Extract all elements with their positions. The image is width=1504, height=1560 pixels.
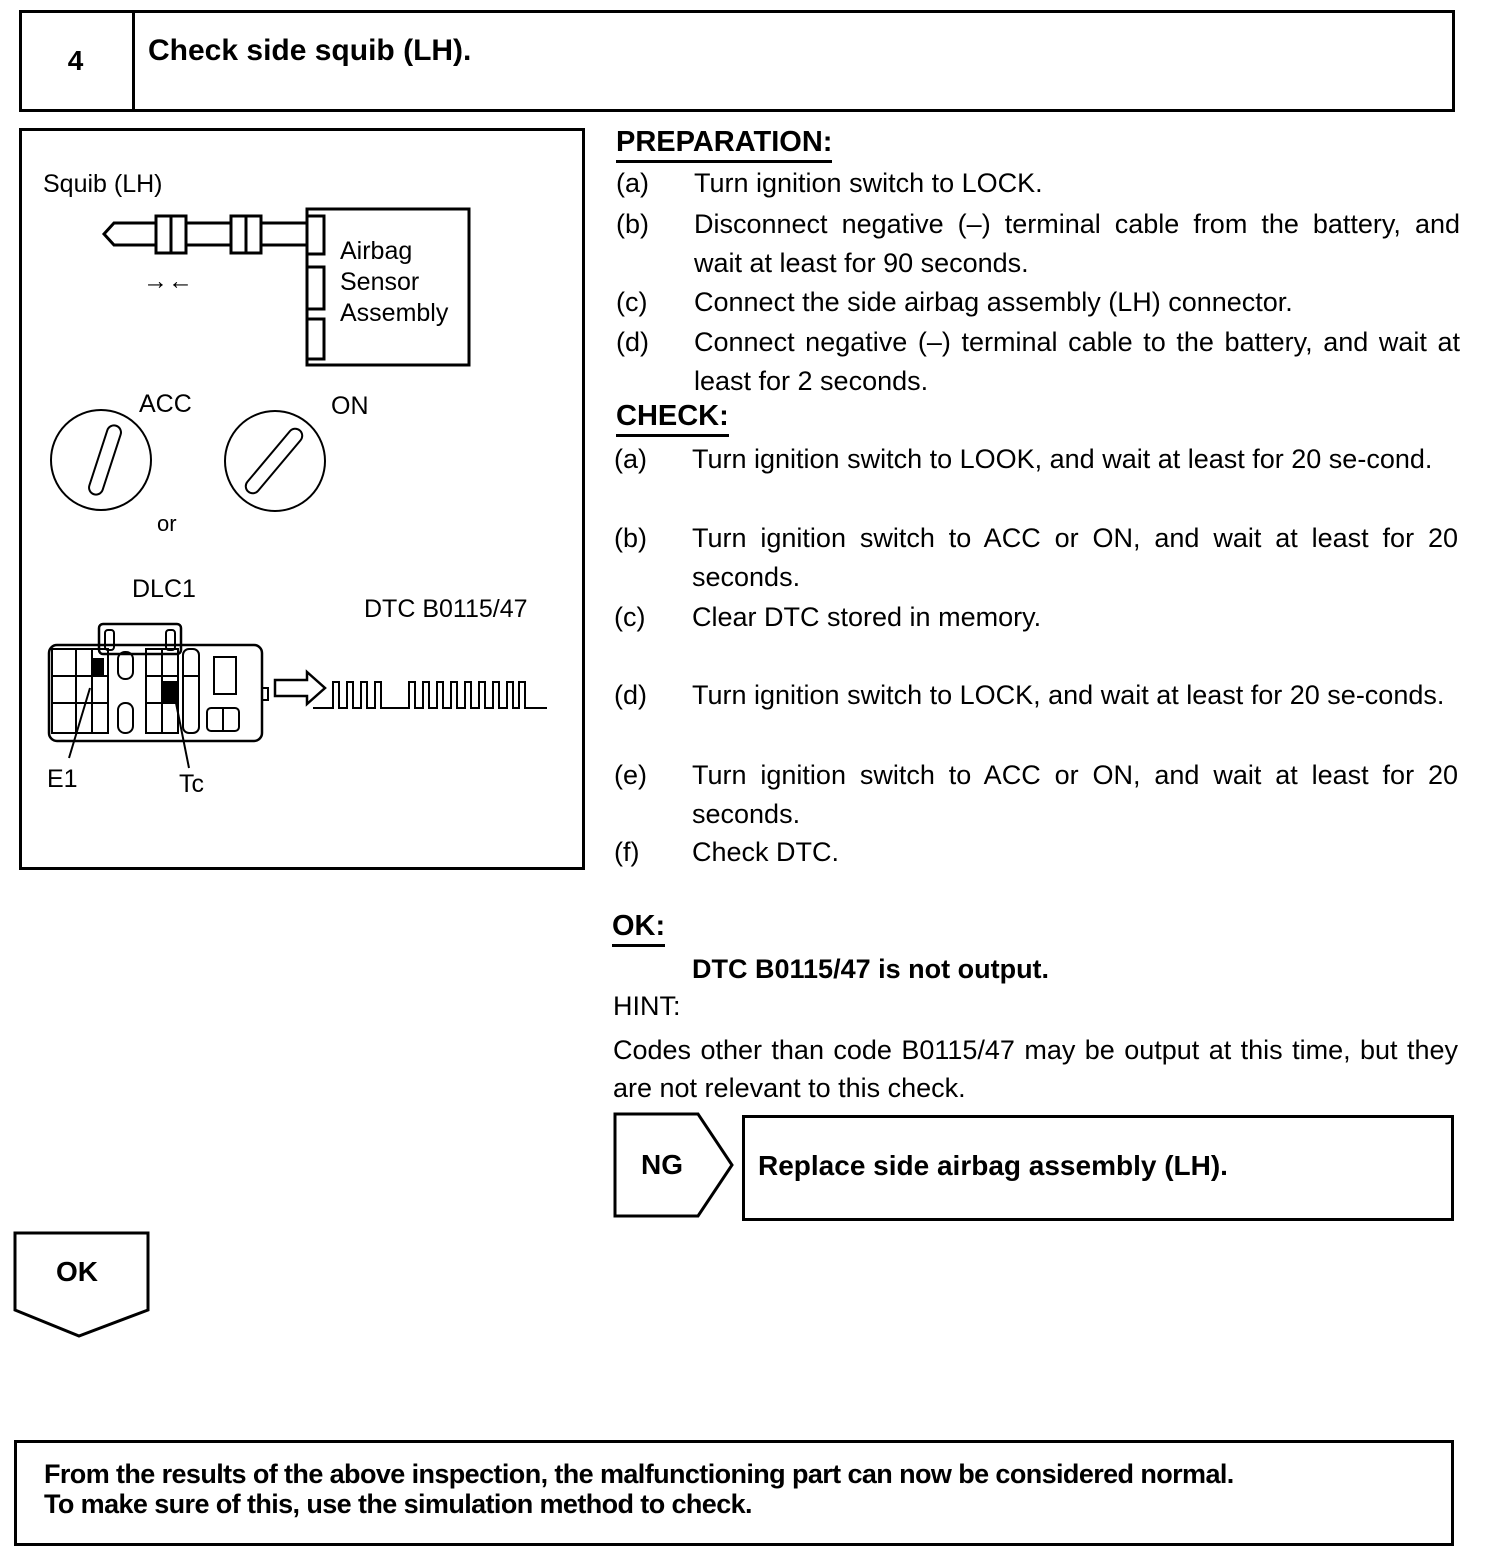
dlc-label: DLC1 [132,575,196,603]
item-text: Clear DTC stored in memory. [692,602,1042,632]
item-text: Turn ignition switch to LOCK. [694,168,1043,198]
sensor-label-line1: Airbag [340,237,413,265]
item-text: Turn ignition switch to LOOK, and wait at least for 20 se-cond. [692,444,1433,474]
ng-label: NG [641,1149,683,1180]
check-item-a [614,440,1458,520]
check-item-d [614,676,1458,756]
conclusion-line2: To make sure of this, use the simulation method to check. [44,1489,752,1519]
or-label: or [157,511,177,536]
ok-statement: DTC B0115/47 is not output. [692,954,1050,984]
item-key: (f) [614,837,640,867]
item-text: Turn ignition switch to LOCK, and wait at least for 20 se-conds. [692,680,1445,710]
item-text: Connect the side airbag assembly (LH) connector. [694,287,1293,317]
sensor-label-line3: Assembly [340,299,449,327]
connector-mate-arrows: →← [143,267,193,295]
preparation-heading: PREPARATION: [616,126,832,163]
ok-label: OK [56,1256,98,1287]
item-key: (a) [616,168,649,198]
prep-item-b [616,205,1460,285]
check-item-e [614,756,1458,836]
terminal-e1-label: E1 [47,765,78,793]
item-text: Turn ignition switch to ACC or ON, and wait at least for 20 seconds. [692,760,1458,829]
conclusion-line1: From the results of the above inspection, the malfunctioning part can now be considered normal. [44,1459,1234,1489]
prep-item-c [616,283,1460,323]
ok-heading: OK: [612,910,665,947]
check-heading: CHECK: [616,400,729,437]
switch-acc-label: ACC [139,390,192,418]
item-key: (e) [614,760,647,790]
item-key: (d) [614,680,647,710]
prep-item-a [616,164,1460,204]
prep-item-d [616,323,1460,403]
squib-label: Squib (LH) [43,170,163,198]
check-item-f [614,833,1458,873]
item-text: Check DTC. [692,837,840,867]
item-key: (b) [616,209,649,239]
item-key: (b) [614,523,647,553]
terminal-tc-label: Tc [179,770,204,798]
wiring-diagram-icon [19,128,585,870]
check-item-c [614,598,1458,638]
item-key: (a) [614,444,647,474]
hint-text: Codes other than code B0115/47 may be output at this time, but they are not relevant to this check. [613,1035,1458,1103]
sensor-label-line2: Sensor [340,268,420,296]
item-key: (c) [614,602,646,632]
check-item-b [614,519,1458,599]
item-text: Connect negative (–) terminal cable to the battery, and wait at least for 2 seconds. [694,327,1460,396]
item-text: Turn ignition switch to ACC or ON, and wait at least for 20 seconds. [692,523,1458,592]
dtc-label: DTC B0115/47 [364,595,528,623]
item-text: Disconnect negative (–) terminal cable from the battery, and wait at least for 90 seconds. [694,209,1460,278]
item-key: (d) [616,327,649,357]
switch-on-label: ON [331,392,369,420]
hint-label: HINT: [613,991,681,1021]
item-key: (c) [616,287,648,317]
step-title: Check side squib (LH). [148,34,472,67]
ng-action-text: Replace side airbag assembly (LH). [758,1150,1228,1181]
step-number: 4 [19,10,135,112]
